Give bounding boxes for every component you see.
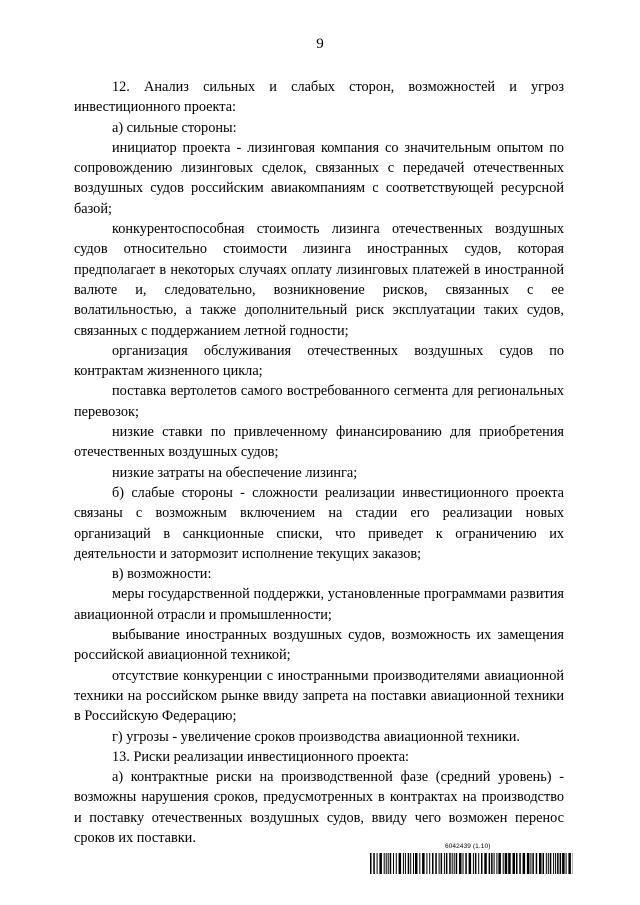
page-number: 9 [316,36,324,52]
paragraph: в) возможности: [112,566,212,583]
barcode [370,853,573,874]
paragraph: 13. Риски реализации инвестиционного проекта: [112,748,410,765]
document-body [74,77,564,848]
document-code: 6042439 (1.10) [445,843,491,850]
paragraph: поставка вертолетов самого востребованного сегмента для региональных перевозок; [74,383,564,420]
paragraph: низкие затраты на обеспечение лизинга; [112,464,358,481]
paragraph: отсутствие конкуренции с иностранными производителями авиационной техники на российском рынке ввиду запрета на поставки авиационной техники в Российскую Федерацию; [74,667,564,725]
paragraph: 12. Анализ сильных и слабых сторон, возможностей и угроз инвестиционного проекта: [74,79,564,116]
paragraph: г) угрозы - увеличение сроков производства авиационной техники. [112,728,520,745]
paragraph: выбывание иностранных воздушных судов, возможность их замещения российской авиационной техникой; [74,627,564,664]
paragraph: организация обслуживания отечественных воздушных судов по контрактам жизненного цикла; [74,342,564,380]
paragraph: инициатор проекта - лизинговая компания со значительным опытом по сопровождению лизинговых сделок, связанных с передачей отечественных воздушных судов российским авиакомпаниям с соответствующей ресурсной базой; [74,139,564,217]
paragraph: конкурентоспособная стоимость лизинга отечественных воздушных судов относительно стоимости лизинга иностранных судов, которая предполагает в некоторых случаях оплату лизинговых платежей в иностранной валюте и, следовательно, возникновение рисков, связанных с ее волатильностью, а также дополнительный риск эксплуатации таких судов, связанных с поддержанием летной годности; [74,221,564,339]
paragraph: а) сильные стороны: [112,119,237,136]
paragraph: а) контрактные риски на производственной фазе (средний уровень) - возможны нарушения сроков, предусмотренных в контрактах на производство и поставку отечественных воздушных судов, ввиду чего возможен перенос сроков их поставки. [74,769,564,846]
paragraph: меры государственной поддержки, установленные программами развития авиационной отрасли и промышленности; [74,586,564,623]
paragraph: низкие ставки по привлеченному финансированию для приобретения отечественных воздушных судов; [74,424,564,461]
paragraph: б) слабые стороны - сложности реализации инвестиционного проекта связаны с возможным включением на стадии его реализации новых организаций в санкционные списки, что приведет к ограничению их деятельности и затормозит исполнение текущих заказов; [74,484,564,562]
